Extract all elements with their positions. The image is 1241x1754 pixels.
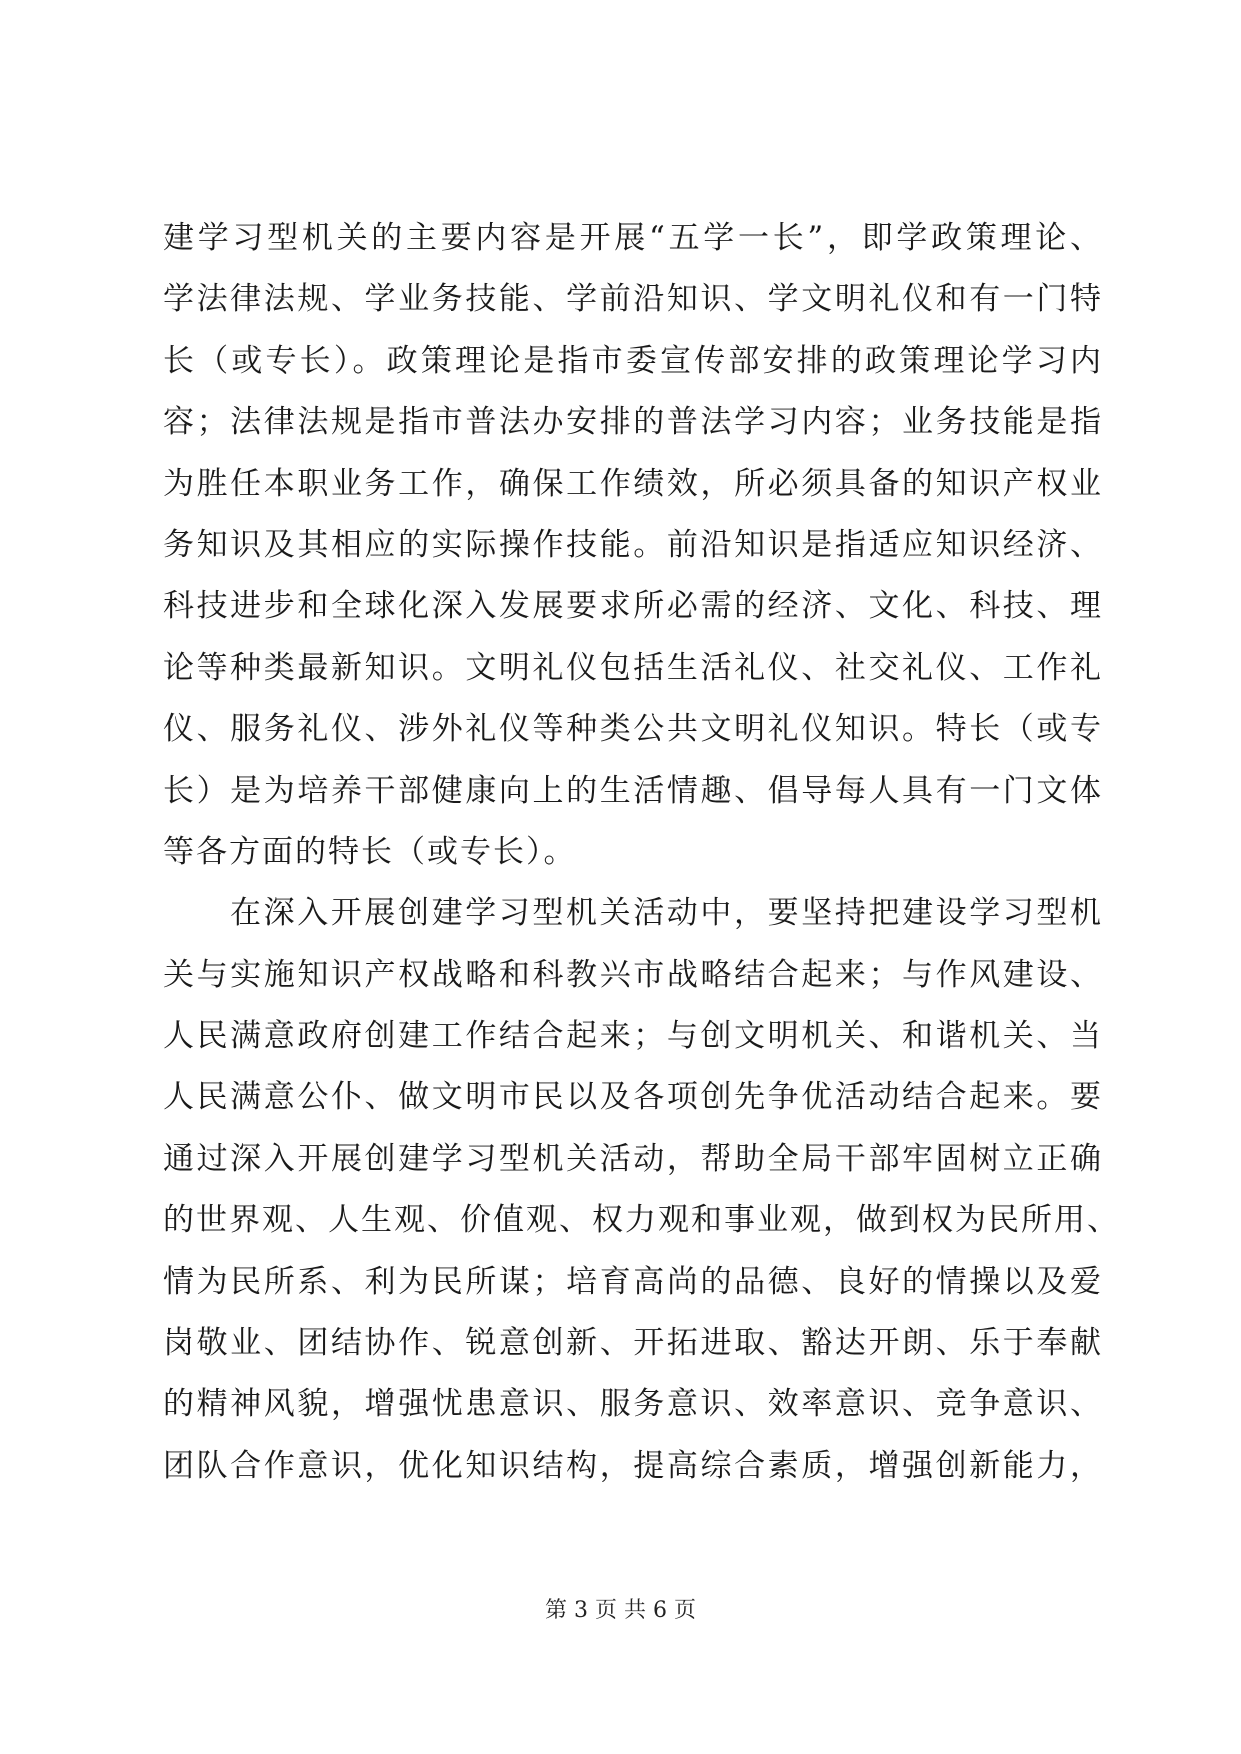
text-line: 论等种类最新知识。文明礼仪包括生活礼仪、社交礼仪、工作礼 xyxy=(163,649,1103,686)
text-line: 人民满意政府创建工作结合起来；与创文明机关、和谐机关、当 xyxy=(163,1018,1103,1055)
paragraph-start-line: 在深入开展创建学习型机关活动中，要坚持把建设学习型机 xyxy=(230,895,1103,932)
text-line: 等各方面的特长（或专长）。 xyxy=(163,833,577,870)
text-line: 仪、服务礼仪、涉外礼仪等种类公共文明礼仪知识。特长（或专 xyxy=(163,711,1103,748)
text-line: 容；法律法规是指市普法办安排的普法学习内容；业务技能是指 xyxy=(163,404,1103,441)
text-line: 学法律法规、学业务技能、学前沿知识、学文明礼仪和有一门特 xyxy=(163,281,1103,318)
text-line: 通过深入开展创建学习型机关活动，帮助全局干部牢固树立正确 xyxy=(163,1140,1103,1177)
text-line: 岗敬业、团结协作、锐意创新、开拓进取、豁达开朗、乐于奉献 xyxy=(163,1325,1103,1362)
text-line: 的世界观、人生观、价值观、权力观和事业观，做到权为民所用、 xyxy=(163,1202,1120,1239)
text-line: 团队合作意识，优化知识结构，提高综合素质，增强创新能力， xyxy=(163,1447,1103,1484)
page-number-footer: 第 3 页 共 6 页 xyxy=(545,1598,696,1623)
text-line: 的精神风貌，增强忧患意识、服务意识、效率意识、竞争意识、 xyxy=(163,1386,1103,1423)
text-line: 关与实施知识产权战略和科教兴市战略结合起来；与作风建设、 xyxy=(163,956,1103,993)
body-text xyxy=(163,208,1120,1497)
text-line: 科技进步和全球化深入发展要求所必需的经济、文化、科技、理 xyxy=(163,588,1103,625)
text-line: 长）是为培养干部健康向上的生活情趣、倡导每人具有一门文体 xyxy=(163,772,1103,809)
text-line: 情为民所系、利为民所谋；培育高尚的品德、良好的情操以及爱 xyxy=(163,1263,1103,1300)
text-line: 长（或专长）。政策理论是指市委宣传部安排的政策理论学习内 xyxy=(163,342,1103,379)
text-line: 为胜任本职业务工作，确保工作绩效，所必须具备的知识产权业 xyxy=(163,465,1103,502)
text-line: 人民满意公仆、做文明市民以及各项创先争优活动结合起来。要 xyxy=(163,1079,1103,1116)
text-line: 务知识及其相应的实际操作技能。前沿知识是指适应知识经济、 xyxy=(163,526,1103,563)
text-line: 建学习型机关的主要内容是开展“五学一长”，即学政策理论、 xyxy=(163,220,1103,256)
